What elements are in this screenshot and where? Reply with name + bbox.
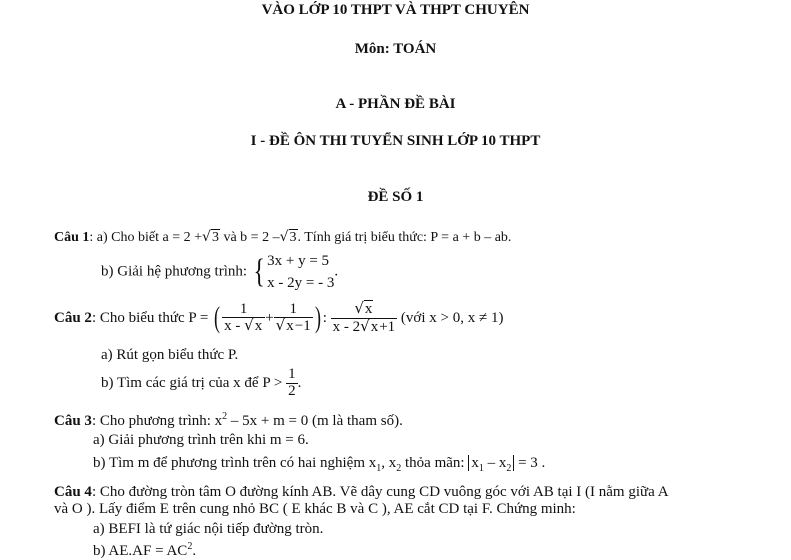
q4-b-sup: 2 xyxy=(187,541,193,552)
q3-sup: 2 xyxy=(222,411,228,422)
subsection-heading: I - ĐỀ ÔN THI TUYỂN SINH LỚP 10 THPT xyxy=(250,133,541,149)
exam-number: ĐỀ SỐ 1 xyxy=(367,189,424,205)
q3-b-intro: b) Tìm m để phương trình trên có hai nghiệm x xyxy=(93,455,377,471)
q3-sub2: 2 xyxy=(396,463,402,474)
q3-rest: – 5x + m = 0 (m là tham số). xyxy=(227,413,403,429)
q4-b-pre: b) AE.AF = AC xyxy=(93,543,188,559)
equation-1: 3x + y = 5 xyxy=(267,253,330,269)
question-2-label: Câu 2 xyxy=(54,309,92,326)
q1-and: và xyxy=(223,230,237,245)
question-2b xyxy=(101,367,301,400)
q2-b-dot: . xyxy=(297,374,302,391)
question-3a: a) Giải phương trình trên khi m = 6. xyxy=(93,432,309,448)
question-4-line-1 xyxy=(54,484,669,501)
q2-condition: (với x > 0, x ≠ 1) xyxy=(400,309,504,326)
q1-a-intro: : a) Cho biết xyxy=(89,230,160,245)
fraction-3: $\frac{√x}{x - 2√x+1}$ xyxy=(332,299,396,335)
section-heading: A - PHẦN ĐỀ BÀI xyxy=(335,96,456,112)
q1-b-intro: b) Giải hệ phương trình: xyxy=(101,263,248,280)
system-dot: . xyxy=(334,263,339,280)
equation-2: x - 2y = - 3 xyxy=(267,275,335,291)
q4-line1: : Cho đường tròn tâm O đường kính AB. Vẽ dây cung CD vuông góc với AB tại I (I nằm giữa A xyxy=(91,484,669,500)
question-3-line xyxy=(54,411,403,430)
q3-b-cond: thỏa mãn: xyxy=(401,455,465,471)
fraction-one-half: $\frac{1}{2}$ xyxy=(288,366,296,399)
question-3-label: Câu 3 xyxy=(54,413,92,429)
left-paren: ( xyxy=(214,301,221,335)
q1-a-expr2: b = 2 – xyxy=(240,230,280,245)
question-2a: a) Rút gọn biểu thức P. xyxy=(101,347,239,363)
q3-abs-tail: = 3 . xyxy=(514,455,546,471)
question-2-line xyxy=(54,301,503,336)
plus-sign: + xyxy=(265,309,274,326)
question-4-line-2: và O ). Lấy điểm E trên cung nhỏ BC ( E khác B và C ), AE cắt CD tại F. Chứng minh: xyxy=(54,501,576,517)
question-3b xyxy=(93,455,545,474)
colon: : xyxy=(322,309,327,326)
fraction-1: $\frac{1}{x - √x}$ xyxy=(222,302,265,336)
document-title: VÀO LỚP 10 THPT VÀ THPT CHUYÊN xyxy=(261,2,530,18)
q1-a-expr1: a = 2 + xyxy=(162,230,203,245)
absolute-value: $x_1 - x_2$ xyxy=(468,455,514,471)
sqrt-3-a: √3 xyxy=(202,229,219,245)
sqrt-3-b: √3 xyxy=(279,229,297,245)
q1-a-tail: . Tính giá trị biểu thức: P = a + b – ab. xyxy=(297,230,512,245)
question-4a: a) BEFI là tứ giác nội tiếp đường tròn. xyxy=(93,521,324,537)
q2-intro: : Cho biểu thức P = xyxy=(91,309,209,326)
question-1-line-a xyxy=(54,229,511,246)
right-paren: ) xyxy=(314,301,321,335)
system-brace: { xyxy=(253,253,265,290)
q3-sub1: 1 xyxy=(376,463,382,474)
equation-system xyxy=(267,250,334,294)
q3-intro: : Cho phương trình: x xyxy=(91,413,223,429)
subject-heading: Môn: TOÁN xyxy=(354,41,437,57)
q4-b-dot: . xyxy=(192,543,197,559)
q3-b-mid: , x xyxy=(381,455,397,471)
question-4b xyxy=(93,541,196,560)
question-4-label: Câu 4 xyxy=(54,484,92,500)
fraction-2: $\frac{1}{√x-1}$ xyxy=(275,300,311,335)
question-1-label: Câu 1 xyxy=(54,230,90,245)
question-1-line-b xyxy=(101,250,338,294)
q2-b-intro: b) Tìm các giá trị của x để P > xyxy=(101,374,283,391)
